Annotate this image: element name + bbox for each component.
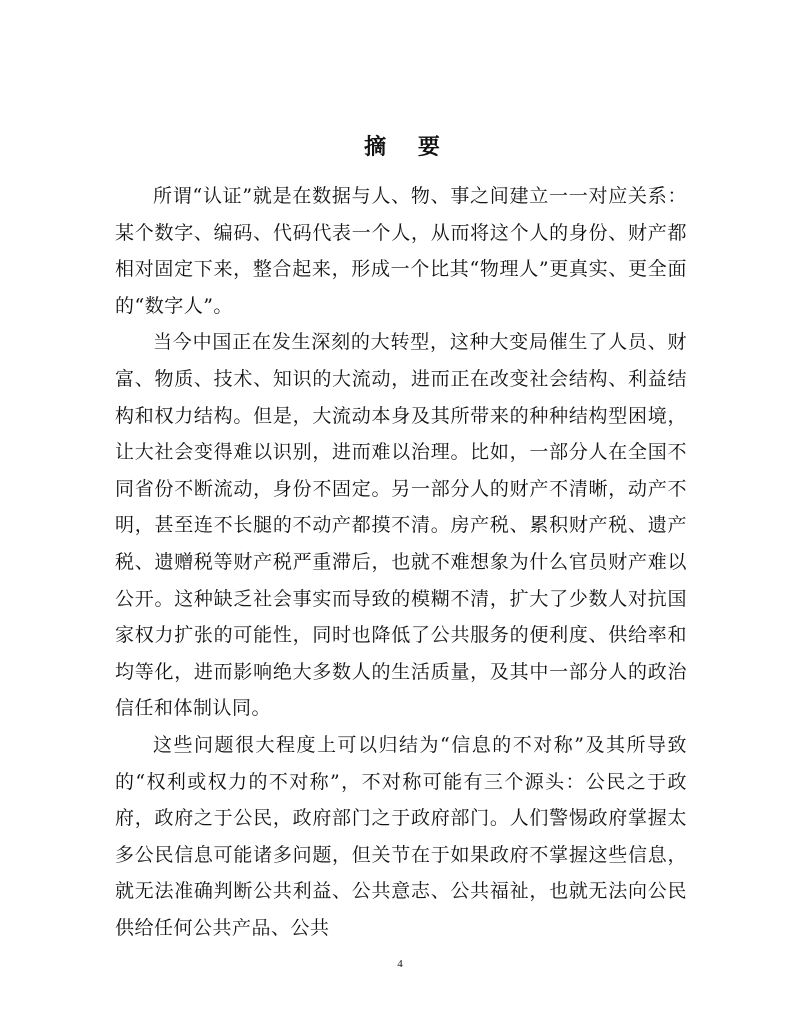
- abstract-title: 摘 要: [364, 134, 452, 160]
- page-number: 4: [397, 958, 403, 970]
- paragraph-3: 这些问题很大程度上可以归结为“信息的不对称”及其所导致的“权利或权力的不对称”，不对称可能有三个源头：公民之于政府，政府之于公民，政府部门之于政府部门。人们警惕政府掌握太多公民信息可能诸多问题，但关节在于如果政府不掌握这些信息，就无法准确判断公共利益、公共意志、公共福祉，也就无法向公民供给任何公共产品、公共: [115, 733, 687, 939]
- abstract-body: [115, 178, 687, 946]
- paragraph-1: 所谓“认证”就是在数据与人、物、事之间建立一一对应关系：某个数字、编码、代码代表一个人，从而将这个人的身份、财产都相对固定下来，整合起来，形成一个比其“物理人”更真实、更全面的“数字人”。: [115, 185, 687, 317]
- paragraph-2: 当今中国正在发生深刻的大转型，这种大变局催生了人员、财富、物质、技术、知识的大流动，进而正在改变社会结构、利益结构和权力结构。但是，大流动本身及其所带来的种种结构型困境，让大社会变得难以识别，进而难以治理。比如，一部分人在全国不同省份不断流动，身份不固定。另一部分人的财产不清晰，动产不明，甚至连不长腿的不动产都摸不清。房产税、累积财产税、遗产税、遗赠税等财产税严重滞后，也就不难想象为什么官员财产难以公开。这种缺乏社会事实而导致的模糊不清，扩大了少数人对抗国家权力扩张的可能性，同时也降低了公共服务的便利度、供给率和均等化，进而影响绝大多数人的生活质量，及其中一部分人的政治信任和体制认同。: [115, 331, 687, 720]
